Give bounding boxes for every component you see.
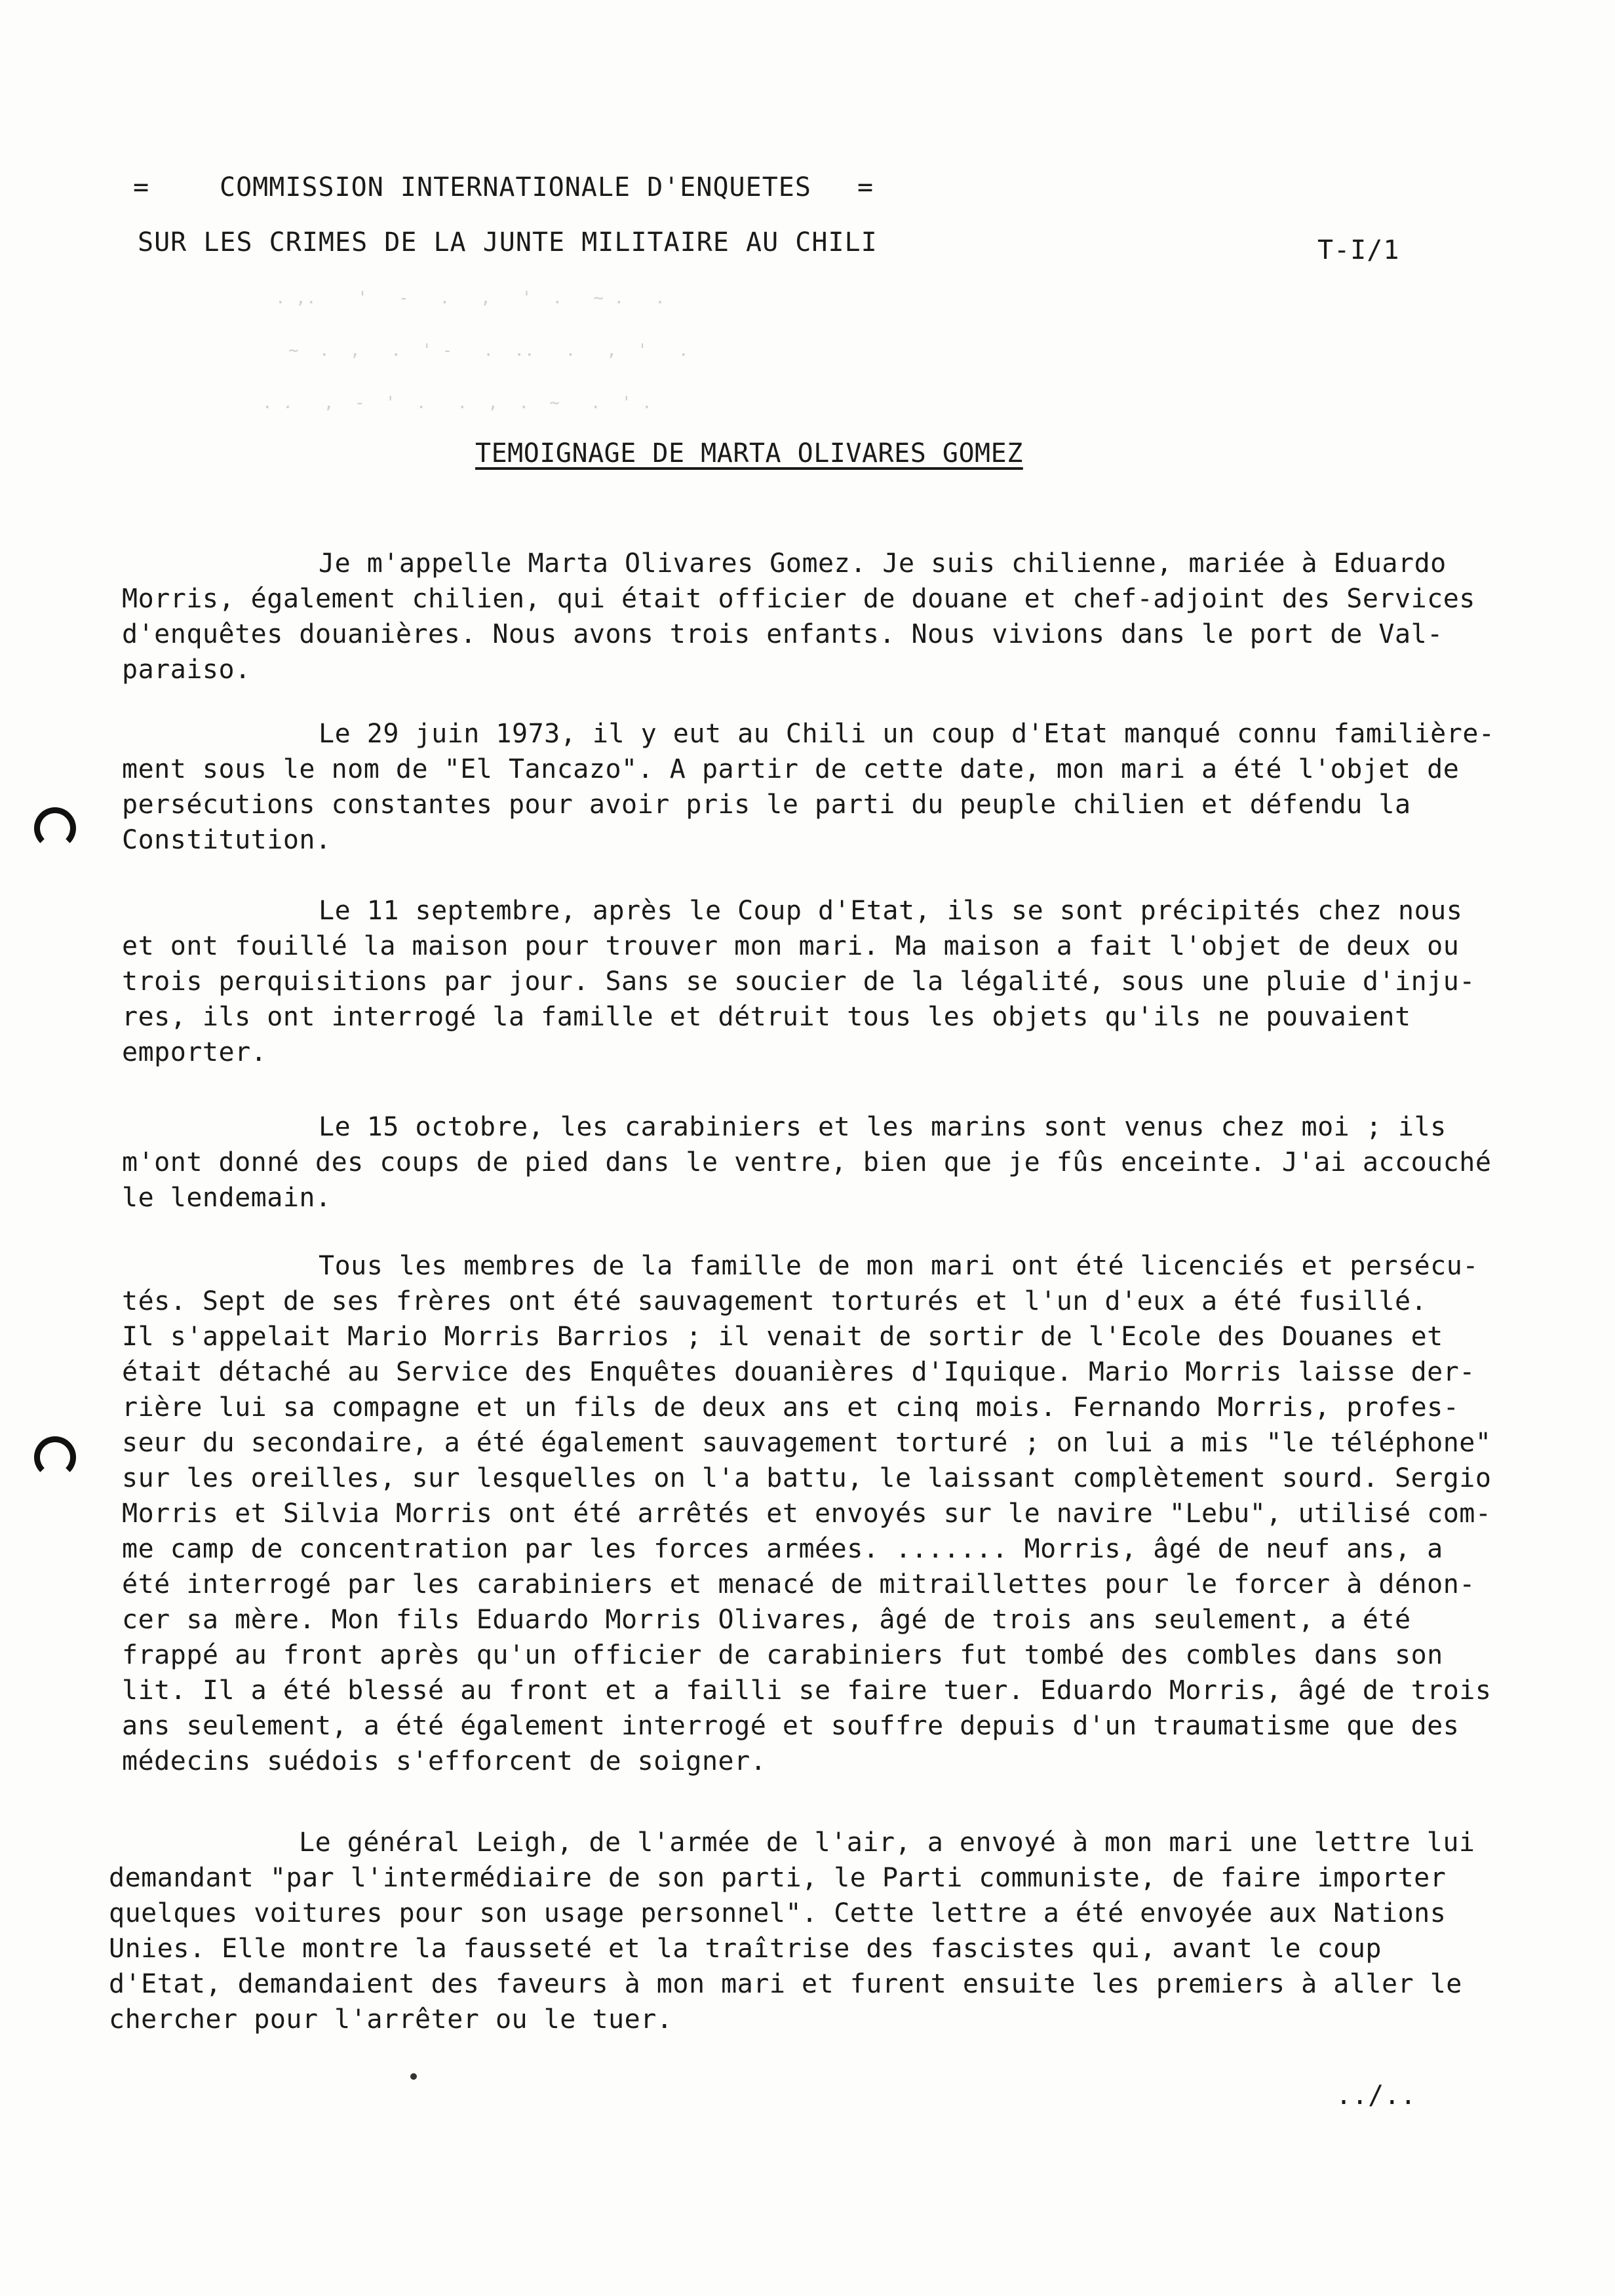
paragraph-line: Unies. Elle montre la fausseté et la traîtrise des fascistes qui, avant le coup [109,1934,1382,1964]
paragraph-line: été interrogé par les carabiniers et menacé de mitraillettes pour le forcer à dénon- [122,1569,1475,1599]
paragraph-line: Il s'appelait Mario Morris Barrios ; il venait de sortir de l'Ecole des Douanes et [122,1322,1443,1352]
paragraph-line: Le 29 juin 1973, il y eut au Chili un coup d'Etat manqué connu familière- [319,719,1495,749]
page-title: TEMOIGNAGE DE MARTA OLIVARES GOMEZ [475,438,1023,469]
header-right-mark: = [857,172,874,202]
punch-hole-top [34,807,76,849]
paragraph-line: trois perquisitions par jour. Sans se soucier de la légalité, sous une pluie d'inju- [122,966,1475,997]
paragraph-line: Morris, également chilien, qui était officier de douane et chef-adjoint des Services [122,584,1475,614]
paragraph-line: me camp de concentration par les forces armées. ....... Morris, âgé de neuf ans, a [122,1534,1443,1564]
paragraph-line: d'Etat, demandaient des faveurs à mon mari et furent ensuite les premiers à aller le [109,1969,1462,1999]
header-subtitle: SUR LES CRIMES DE LA JUNTE MILITAIRE AU CHILI [138,227,878,258]
paragraph-line: chercher pour l'arrêter ou le tuer. [109,2004,673,2035]
paragraph-line: seur du secondaire, a été également sauvagement torturé ; on lui a mis "le téléphone" [122,1428,1492,1458]
paragraph-line: paraiso. [122,655,251,685]
paragraph-line: Constitution. [122,825,332,855]
paragraph-line: Je m'appelle Marta Olivares Gomez. Je suis chilienne, mariée à Eduardo [319,548,1447,579]
paragraph-line: Tous les membres de la famille de mon mari ont été licenciés et persécu- [319,1251,1479,1281]
paragraph-line: ment sous le nom de "El Tancazo". A partir de cette date, mon mari a été l'objet de [122,754,1460,784]
paragraph-line: quelques voitures pour son usage personnel". Cette lettre a été envoyée aux Nations [109,1898,1447,1928]
paragraph-line: tés. Sept de ses frères ont été sauvagement torturés et l'un d'eux a été fusillé. [122,1286,1428,1316]
scan-noise: ~ . , . ' - . .. . , ' . [288,341,689,360]
ink-speck [410,2073,417,2080]
paragraph-line: demandant "par l'intermédiaire de son parti, le Parti communiste, de faire importer [109,1863,1447,1893]
paragraph-line: sur les oreilles, sur lesquelles on l'a battu, le laissant complètement sourd. Sergio [122,1463,1492,1493]
paragraph-line: Le 11 septembre, après le Coup d'Etat, ils se sont précipités chez nous [319,896,1463,926]
paragraph-line: m'ont donné des coups de pied dans le ventre, bien que je fûs enceinte. J'ai accouché [122,1147,1492,1177]
header-left-mark: = [133,172,150,202]
paragraph-line: ans seulement, a été également interrogé et souffre depuis d'un traumatisme que des [122,1711,1460,1741]
paragraph-line: emporter. [122,1037,267,1067]
paragraph-line: persécutions constantes pour avoir pris le parti du peuple chilien et défendu la [122,790,1411,820]
paragraph-line: frappé au front après qu'un officier de carabiniers fut tombé des combles dans son [122,1640,1443,1670]
paragraph-line: d'enquêtes douanières. Nous avons trois enfants. Nous vivions dans le port de Val- [122,619,1443,649]
paragraph-line: lit. Il a été blessé au front et a failli se faire tuer. Eduardo Morris, âgé de trois [122,1675,1492,1706]
paragraph-line: médecins suédois s'efforcent de soigner. [122,1746,767,1776]
header-commission-title: COMMISSION INTERNATIONALE D'ENQUETES [220,172,811,202]
paragraph-line: était détaché au Service des Enquêtes douanières d'Iquique. Mario Morris laisse der- [122,1357,1475,1387]
paragraph-line: Morris et Silvia Morris ont été arrêtés et envoyés sur le navire "Lebu", utilisé com- [122,1499,1492,1529]
document-reference: T-I/1 [1317,235,1400,265]
paragraph-line: res, ils ont interrogé la famille et détruit tous les objets qu'ils ne pouvaient [122,1002,1411,1032]
paragraph-line: le lendemain. [122,1183,332,1213]
punch-hole-bottom [34,1436,76,1478]
scan-noise: . . , - ' . . , . ~ . ' . [262,393,652,413]
paragraph-line: et ont fouillé la maison pour trouver mon mari. Ma maison a fait l'objet de deux ou [122,931,1460,961]
paragraph-line: rière lui sa compagne et un fils de deux ans et cinq mois. Fernando Morris, profes- [122,1392,1460,1423]
scan-noise: . ,. ' - . , ' . ~ . . [275,288,665,308]
paragraph-line: Le 15 octobre, les carabiniers et les marins sont venus chez moi ; ils [319,1112,1447,1142]
continuation-mark: ../.. [1336,2080,1416,2111]
paragraph-line: Le général Leigh, de l'armée de l'air, a envoyé à mon mari une lettre lui [299,1827,1475,1858]
paragraph-line: cer sa mère. Mon fils Eduardo Morris Olivares, âgé de trois ans seulement, a été [122,1605,1411,1635]
